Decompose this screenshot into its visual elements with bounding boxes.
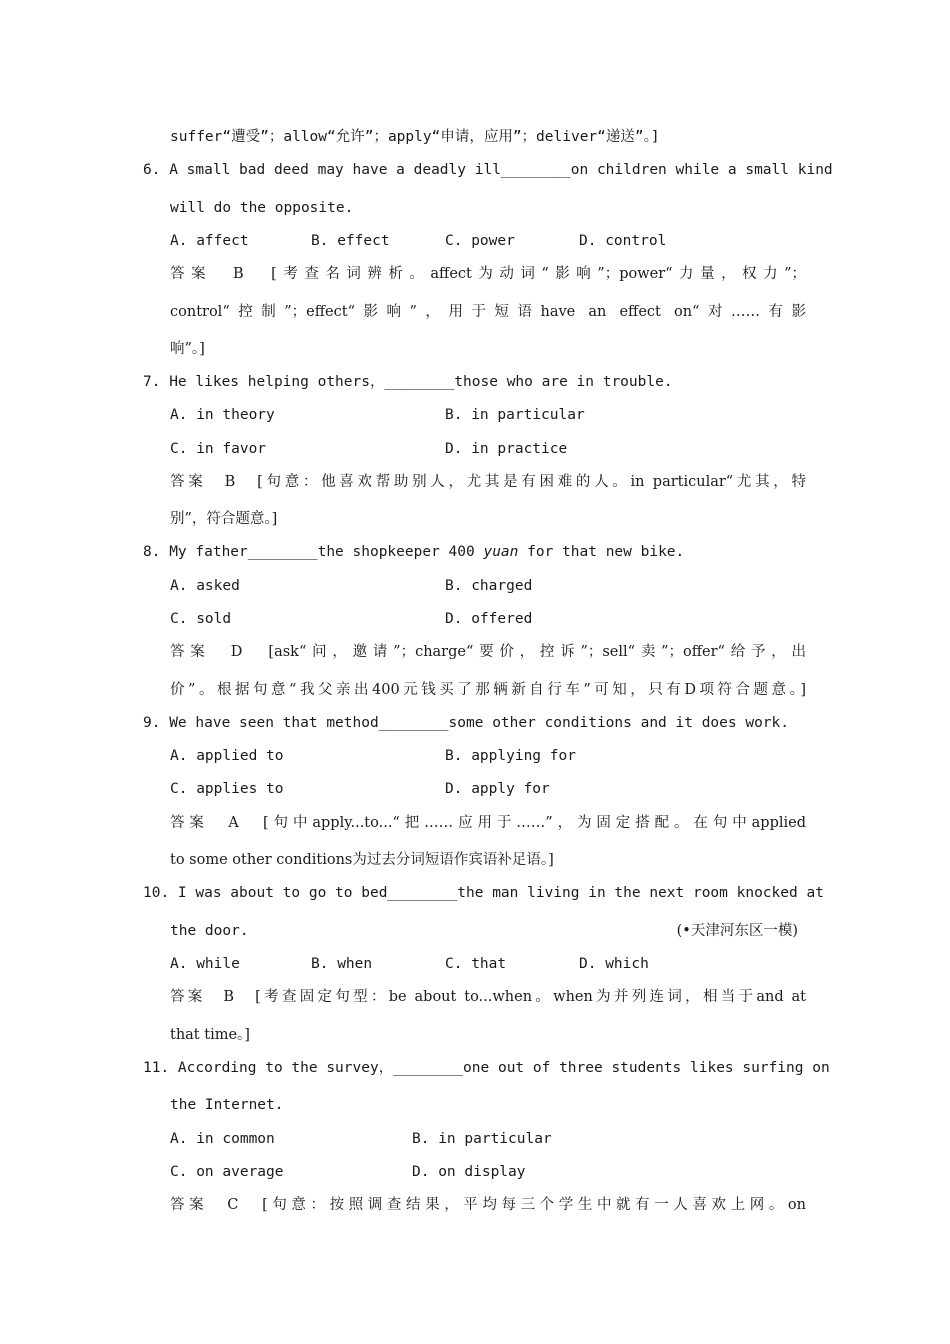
question-9-option-c: C. applies to bbox=[170, 781, 284, 797]
question-10-option-d: D. which bbox=[579, 956, 649, 972]
question-7-stem-line-1: 7. He likes helping others，________those who are in trouble. bbox=[143, 374, 673, 390]
question-6-option-a: A. affect bbox=[170, 233, 249, 249]
question-11-option-a: A. in common bbox=[170, 1131, 275, 1147]
question-8-option-a: A. asked bbox=[170, 578, 240, 594]
question-6-option-b: B. effect bbox=[311, 233, 390, 249]
question-6-answer-line-3: 响”。] bbox=[170, 341, 205, 357]
question-7-option-d: D. in practice bbox=[445, 441, 568, 457]
question-11-option-c: C. on average bbox=[170, 1164, 284, 1180]
question-10-option-b: B. when bbox=[311, 956, 373, 972]
question-9-option-b: B. applying for bbox=[445, 748, 576, 764]
question-9-option-d: D. apply for bbox=[445, 781, 550, 797]
question-10-option-a: A. while bbox=[170, 956, 240, 972]
question-7-answer-line-2: 别”，符合题意。] bbox=[170, 511, 278, 527]
question-8-stem-pre: 8. My father________the shopkeeper 400 bbox=[143, 544, 484, 560]
question-6-option-d: D. control bbox=[579, 233, 667, 249]
question-7-answer-line-1: 答案 B [句意：他喜欢帮助别人，尤其是有困难的人。in particular“尤其，特 bbox=[170, 474, 806, 490]
question-8-option-b: B. charged bbox=[445, 578, 533, 594]
question-8-stem-em: yuan bbox=[483, 544, 519, 560]
question-10-source: (•天津河东区一模) bbox=[676, 923, 798, 939]
question-11-stem-line-2: the Internet. bbox=[170, 1097, 284, 1113]
question-6-answer-line-1: 答案 B [考查名词辨析。affect为动词“影响”；power“力量，权力”； bbox=[170, 266, 806, 282]
question-8-option-d: D. offered bbox=[445, 611, 533, 627]
lead-line: suffer“遭受”；allow“允许”；apply“申请，应用”；deliver“递送”。] bbox=[170, 129, 660, 145]
question-8-answer-line-2: 价”。根据句意“我父亲出400元钱买了那辆新自行车”可知，只有D项符合题意。] bbox=[170, 682, 806, 698]
question-10-answer-line-2: that time。] bbox=[170, 1027, 250, 1043]
question-11-option-d: D. on display bbox=[412, 1164, 526, 1180]
question-8-stem-line-1 bbox=[143, 542, 684, 562]
question-10-stem-line-2: the door. bbox=[170, 923, 249, 939]
question-9-answer-line-2: to some other conditions为过去分词短语作宾语补足语。] bbox=[170, 852, 554, 868]
question-9-option-a: A. applied to bbox=[170, 748, 284, 764]
question-9-answer-line-1: 答案 A [句中apply...to...“把……应用于……”，为固定搭配。在句中applied bbox=[170, 815, 806, 831]
question-11-answer-line-1: 答案 C [句意：按照调查结果，平均每三个学生中就有一人喜欢上网。on bbox=[170, 1197, 806, 1213]
question-9-stem-line-1: 9. We have seen that method________some other conditions and it does work. bbox=[143, 715, 790, 731]
question-10-answer-line-1: 答案 B [考查固定句型：be about to...when。when为并列连词，相当于and at bbox=[170, 989, 806, 1005]
question-6-option-c: C. power bbox=[445, 233, 515, 249]
question-6-stem-line-2: will do the opposite. bbox=[170, 200, 354, 216]
question-10-stem-line-1: 10. I was about to go to bed________the man living in the next room knocked at bbox=[143, 885, 824, 901]
question-7-option-c: C. in favor bbox=[170, 441, 267, 457]
question-8-answer-line-1: 答案 D [ask“问，邀请”；charge“要价，控诉”；sell“卖”；offer“给予，出 bbox=[170, 644, 806, 660]
question-11-option-b: B. in particular bbox=[412, 1131, 552, 1147]
question-11-stem-line-1: 11. According to the survey，________one out of three students likes surfing on bbox=[143, 1060, 830, 1076]
question-7-option-a: A. in theory bbox=[170, 407, 275, 423]
question-7-option-b: B. in particular bbox=[445, 407, 585, 423]
question-8-option-c: C. sold bbox=[170, 611, 232, 627]
question-8-stem-post: for that new bike. bbox=[518, 544, 685, 560]
question-10-option-c: C. that bbox=[445, 956, 507, 972]
question-6-stem-line-1: 6. A small bad deed may have a deadly ill________on children while a small kind bbox=[143, 162, 833, 178]
question-6-answer-line-2: control“控制”；effect“影响”，用于短语have an effect on“对……有影 bbox=[170, 304, 806, 320]
